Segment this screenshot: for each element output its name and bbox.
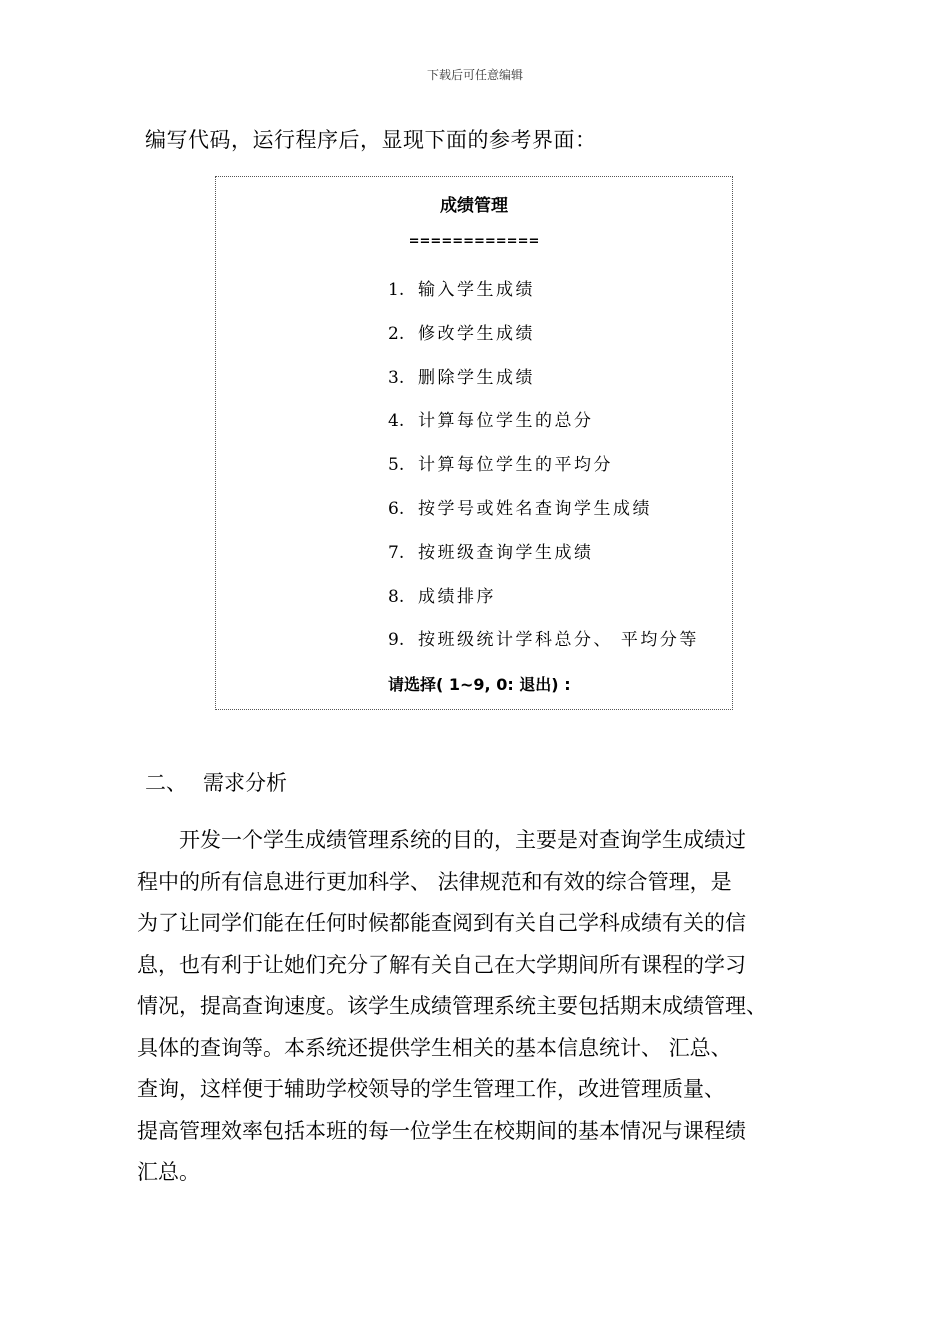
menu-item xyxy=(388,322,699,366)
menu-item-number: 4. xyxy=(388,411,405,432)
menu-item-label: 成绩排序 xyxy=(418,586,496,607)
section-number: 二、 xyxy=(145,771,187,795)
menu-item-number: 5. xyxy=(388,455,405,476)
menu-item xyxy=(388,453,699,497)
paragraph-line: 开发一个学生成绩管理系统的目的，主要是对查询学生成绩过 xyxy=(137,828,746,852)
intro-paragraph: 编写代码，运行程序后，显现下面的参考界面： xyxy=(145,128,597,152)
menu-divider: ============ xyxy=(408,234,540,249)
menu-item-label: 计算每位学生的总分 xyxy=(418,411,594,432)
menu-item-label: 按班级统计学科总分、 平均分等 xyxy=(418,630,699,651)
menu-item-number: 7. xyxy=(388,542,405,563)
menu-item xyxy=(388,278,699,322)
menu-item-number: 6. xyxy=(388,498,405,519)
menu-item-label: 删除学生成绩 xyxy=(418,367,535,388)
menu-item-number: 1. xyxy=(388,280,405,300)
paragraph-line: 程中的所有信息进行更加科学、 法律规范和有效的综合管理，是 xyxy=(137,869,732,894)
menu-item-number: 3. xyxy=(388,367,405,388)
menu-item-number: 2. xyxy=(388,323,405,344)
paragraph-line: 情况，提高查询速度。该学生成绩管理系统主要包括期末成绩管理、 xyxy=(137,994,767,1018)
menu-item-label: 按班级查询学生成绩 xyxy=(418,542,594,563)
paragraph-line: 具体的查询等。本系统还提供学生相关的基本信息统计、 汇总、 xyxy=(137,1035,732,1060)
menu-item-label: 按学号或姓名查询学生成绩 xyxy=(418,498,652,519)
paragraph-line: 汇总。 xyxy=(137,1160,200,1184)
menu-item xyxy=(388,585,699,629)
paragraph-line: 查询，这样便于辅助学校领导的学生管理工作，改进管理质量、 xyxy=(137,1077,725,1101)
section-heading xyxy=(145,767,287,797)
paragraph-line: 息，也有利于让她们充分了解有关自己在大学期间所有课程的学习 xyxy=(137,952,746,977)
menu-item xyxy=(388,497,699,541)
menu-item xyxy=(388,541,699,585)
menu-item xyxy=(388,409,699,453)
menu-item-label: 修改学生成绩 xyxy=(418,323,535,344)
paragraph-line: 为了让同学们能在任何时候都能查阅到有关自己学科成绩有关的信 xyxy=(137,911,746,935)
menu-item-number: 9. xyxy=(388,630,405,651)
menu-item-label: 计算每位学生的平均分 xyxy=(418,455,613,476)
section-title: 需求分析 xyxy=(203,771,287,795)
menu-title: 成绩管理 xyxy=(440,196,508,216)
menu-item-list xyxy=(388,278,699,672)
paragraph-line: 提高管理效率包括本班的每一位学生在校期间的基本情况与课程绩 xyxy=(137,1118,746,1143)
page-header-note: 下载后可任意编辑 xyxy=(426,68,523,82)
menu-item-label: 输入学生成绩 xyxy=(418,280,535,300)
requirements-paragraph xyxy=(137,820,827,1194)
menu-selection-prompt: 请选择( 1~9, 0: 退出) : xyxy=(388,675,571,694)
menu-item xyxy=(388,366,699,410)
menu-item-number: 8. xyxy=(388,586,405,607)
menu-item xyxy=(388,628,699,672)
